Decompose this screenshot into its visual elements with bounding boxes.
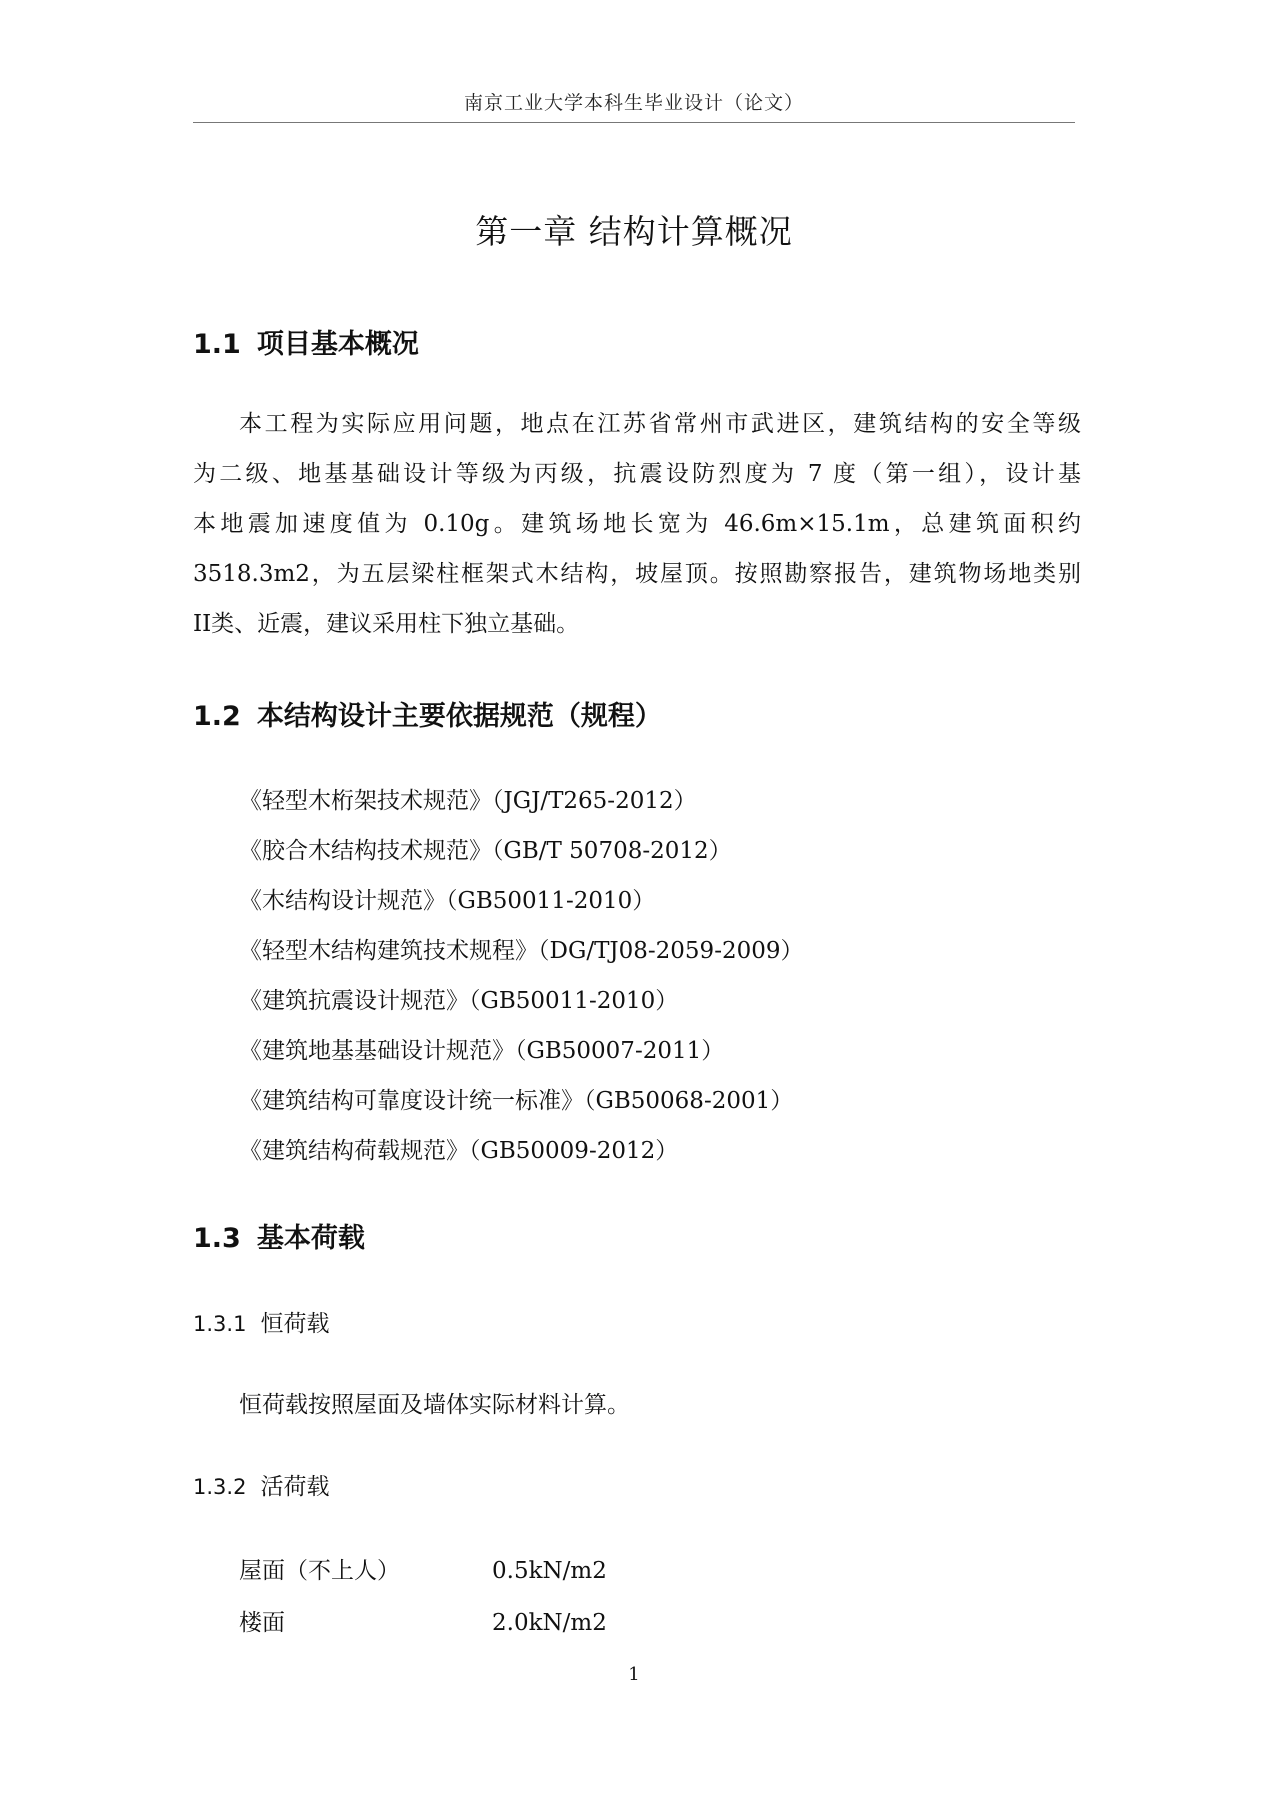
paragraph-line: 3518.3m2，为五层梁柱框架式木结构，坡屋顶。按照勘察报告，建筑物场地类别: [193, 561, 1081, 587]
reference-item: 《轻型木结构建筑技术规程》（DG/TJ08-2059-2009）: [239, 938, 804, 964]
load-name: 屋面（不上人）: [239, 1558, 400, 1584]
reference-item: 《建筑结构可靠度设计统一标准》（GB50068-2001）: [239, 1088, 794, 1114]
reference-item: 《建筑地基基础设计规范》（GB50007-2011）: [239, 1038, 725, 1064]
header-divider: [193, 122, 1075, 123]
reference-item: 《胶合木结构技术规范》（GB/T 50708-2012）: [239, 838, 732, 864]
reference-item: 《轻型木桁架技术规范》（JGJ/T265-2012）: [239, 788, 697, 814]
chapter-title: 第一章 结构计算概况: [475, 212, 793, 251]
paragraph-line: 本地震加速度值为 0.10g。建筑场地长宽为 46.6m×15.1m，总建筑面积约: [193, 511, 1081, 537]
reference-item: 《木结构设计规范》（GB50011-2010）: [239, 888, 656, 914]
reference-item: 《建筑结构荷载规范》（GB50009-2012）: [239, 1138, 679, 1164]
subsection-title: 活荷载: [260, 1474, 330, 1500]
subsection-number: 1.3.1: [193, 1312, 247, 1336]
subsection-title: 恒荷载: [260, 1311, 330, 1337]
section-heading-1-1: [193, 322, 419, 361]
section-number: 1.3: [193, 1223, 241, 1254]
live-load-table: [239, 1545, 607, 1649]
project-overview-paragraph: [193, 399, 1081, 649]
section-heading-1-2: [193, 694, 662, 733]
load-value: 0.5kN/m2: [492, 1558, 607, 1584]
reference-item: 《建筑抗震设计规范》（GB50011-2010）: [239, 988, 679, 1014]
paragraph-line: 为二级、地基基础设计等级为丙级，抗震设防烈度为 7 度（第一组），设计基: [193, 461, 1081, 487]
paragraph-line: II类、近震，建议采用柱下独立基础。: [193, 611, 580, 637]
section-title: 项目基本概况: [256, 329, 419, 360]
page-number: 1: [628, 1664, 640, 1685]
load-row: [239, 1597, 607, 1649]
reference-list: [239, 776, 804, 1176]
subsection-heading-1-3-1: [193, 1305, 329, 1338]
subsection-heading-1-3-2: [193, 1468, 329, 1501]
section-title: 基本荷载: [256, 1223, 365, 1254]
section-title: 本结构设计主要依据规范（规程）: [256, 701, 662, 732]
running-header: 南京工业大学本科生毕业设计（论文）: [463, 92, 804, 114]
section-number: 1.1: [193, 329, 241, 360]
section-number: 1.2: [193, 701, 241, 732]
dead-load-paragraph: 恒荷载按照屋面及墙体实际材料计算。: [239, 1392, 630, 1418]
load-name: 楼面: [239, 1610, 285, 1636]
paragraph-line: 本工程为实际应用问题，地点在江苏省常州市武进区，建筑结构的安全等级: [239, 411, 1081, 437]
load-row: [239, 1545, 607, 1597]
subsection-number: 1.3.2: [193, 1475, 247, 1499]
section-heading-1-3: [193, 1216, 365, 1255]
load-value: 2.0kN/m2: [492, 1610, 607, 1636]
